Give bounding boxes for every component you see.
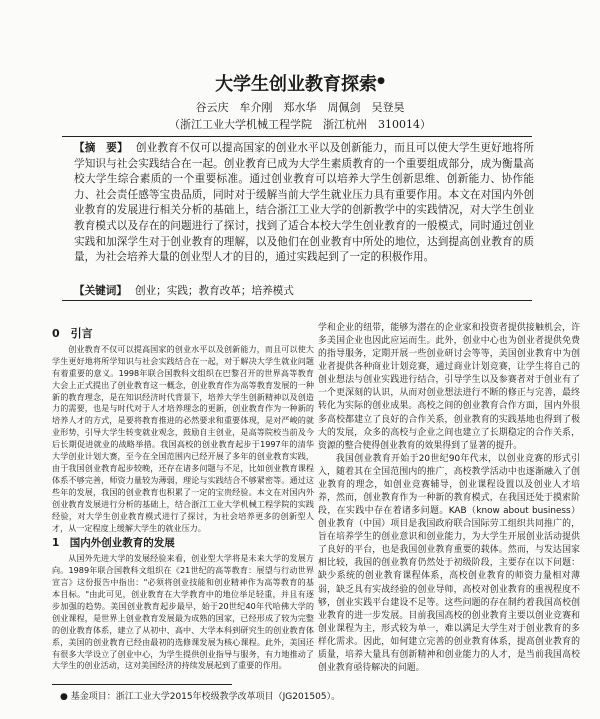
body-paragraph: 学和企业的纽带，能够为潜在的企业家和投资者提供接触机会，许多美国企业也因此应运而生。此外，创业中心也为创业者提供免费的指导服务，定期开展一些创业研讨会等等，美国创业教育中为创业者提供各种商业计划竞赛，通过商业计划竞赛，让学生将自己的创业想法与创业实践进行结合，引导学生以及参赛者对于创业有了一个更深刻的认识，从而对创业想法进行不断的修正与完善，最终转化为实际的创业成果。高校之间的创业教育合作方面，国内外很多高校都建立了良好的合作关系，创业教育的实践基地也得到了极大的发展，众多的高校与企业之间也建立了长期稳定的合作关系，资源的整合使得创业教育的效果得到了显著的提升。 [318, 323, 580, 451]
author-list: 谷云庆 牟介刚 郑水华 周佩剑 吴登昊 [195, 101, 405, 114]
section-heading-introduction: 0 引言 [52, 327, 93, 340]
footnote: ● 基金项目：浙江工业大学2015年校级教学改革项目（JG201505）。 [60, 692, 341, 702]
left-column [52, 322, 314, 672]
keywords-block [74, 283, 534, 298]
abstract-top-rule [62, 136, 532, 137]
body-paragraph: 我国创业教育开始于20世纪90年代末，以创业竞赛的形式引入，随着其在全国范围内的推广，高校教学活动中也逐渐融入了创业教育的理念，如创业竞赛辅导，创业课程设置以及创业人才培养，然而，创业教育作为一种新的教育模式，在我国还处于摸索阶段，在实践中存在着诸多问题。KAB（know about business）创业教育（中国）项目是我国政府联合国际劳工组织共同推广的，旨在培养学生的创业意识和创业能力，为大学生开展创业活动提供了良好的平台，也是我国创业教育重要的载体。然而，与发达国家相比较，我国的创业教育仍然处于初级阶段，主要存在以下问题：缺少系统的创业教育课程体系，高校创业教育的师资力量相对薄弱，缺乏具有实战经验的创业导师，高校对创业教育的重视程度不够，创业实践平台建设不足等。这些问题的存在制约着我国高校创业教育的进一步发展。目前我国高校的创业教育主要以创业竞赛和创业课程为主，形式较为单一，难以满足大学生对于创业教育的多样化需求。因此，如何建立完善的创业教育体系，提高创业教育的质量，培养大量具有创新精神和创业能力的人才，是当前我国高校创业教育亟待解决的问题。 [318, 453, 580, 674]
body-paragraph: 创业教育不仅可以提高国家的创业水平以及创新能力，而且可以使大学生更好地将所学知识与社会实践结合在一起，对于解决大学生就业问题有着重要的意义。1998年联合国教科文组织在巴黎召开的世界高等教育大会上正式提出了创业教育这一概念，创业教育作为高等教育发展的一种新的教育理念，是在知识经济时代背景下，培养大学生创新精神以及创造力的需要，也是与时代对于人才培养理念的更新，创业教育作为一种新的培养人才的方式，是要将教育推进的必然要求和重要体现，是对严峻的就业形势，引导大学生转变就业观念，鼓励自主创业，是高等院校当前及今后长期促进就业的战略举措。我国高校的创业教育起步于1997年的清华大学创业计划大赛，至今在全国范围内已经开展了多年的创业教育实践，由于我国创业教育起步较晚，还存在诸多问题与不足，比如创业教育课程体系不够完善，师资力量较为薄弱，理论与实践结合不够紧密等。通过这些年的发展，我国的创业教育也积累了一定的宝贵经验。本文在对国内外创业教育发展进行分析的基础上，结合浙江工业大学机械工程学院的实践经验，对大学生创业教育模式进行了探讨，为社会培养更多的创新型人才，从一定程度上缓解大学生的就业压力。 [52, 343, 314, 533]
abstract-text: 创业教育不仅可以提高国家的创业水平以及创新能力，而且可以使大学生更好地将所学知识与社会实践结合在一起。创业教育已成为大学生素质教育的一个重要组成部分，成为衡量高校大学生综合素质的一个重要标准。通过创业教育可以培养大学生创新思维、创新能力、协作能力、社会责任感等宝贵品质，同时对于缓解当前大学生就业压力具有重要作用。本文在对国内外创业教育的发展进行相关分析的基础上，结合浙江工业大学的创新教学中的实践情况，对大学生创业教育模式以及存在的问题进行了探讨，找到了适合本校大学生创业教育的一般模式，同时通过创业实践和加深学生对于创业教育的理解，以及他们在创业教育中所处的地位，达到提高创业教育的质量，为社会培养大量的创业型人才的目的，通过实践起到了一定的积极作用。 [74, 142, 535, 264]
body-paragraph: 从国外先进大学的发展经验来看，创业型大学将是未来大学的发展方向。1989年联合国教科文组织在《21世纪的高等教育：展望与行动世界宣言》这份报告中指出："必须将创业技能和创业精神作为高等教育的基本目标。"由此可见，创业教育在大学教育中的地位举足轻重，并且有逐步加强的趋势。美国创业教育起步最早，始于20世纪40年代哈佛大学的创业课程，是世界上创业教育发展最为成熟的国家，已经形成了较为完整的创业教育体系，建立了从初中、高中、大学本科到研究生的创业教育体系，美国的创业教育已经由最初的选修课发展为核心课程。此外，美国还有很多大学设立了创业中心，为学生提供创业指导与服务，有力地推动了大学生的创业活动，这对美国经济的持续发展起到了重要的作用。 [52, 553, 314, 671]
right-column [318, 322, 580, 675]
keywords-label: 【关键词】 [74, 285, 127, 297]
funding-marker: ● [377, 76, 385, 86]
abstract-bottom-rule [62, 300, 532, 301]
abstract-block [74, 141, 534, 266]
author-affiliation: （浙江工业大学机械工程学院 浙江杭州 310014） [169, 118, 431, 131]
keywords-text: 创业；实践；教育改革；培养模式 [134, 285, 294, 297]
section-heading-development: 1 国内外创业教育的发展 [52, 537, 175, 550]
page-title: 大学生创业教育探索● [215, 74, 385, 95]
footnote-rule [52, 684, 232, 685]
abstract-label: 【摘 要】 [74, 142, 128, 154]
